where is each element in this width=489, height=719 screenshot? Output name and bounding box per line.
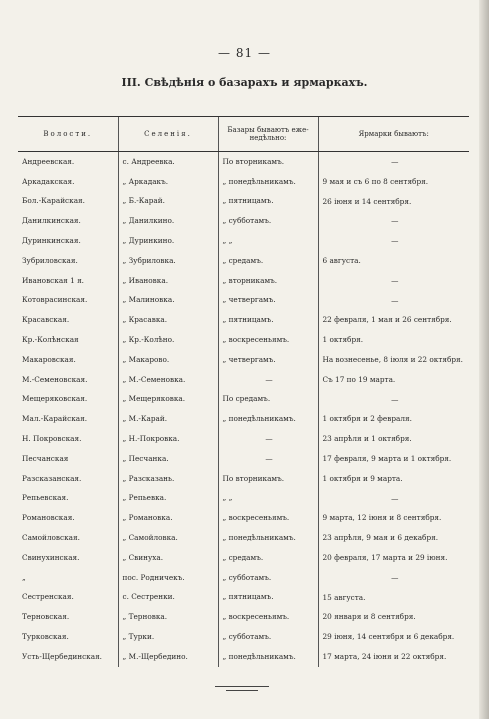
page-number: — 81 — — [218, 46, 271, 60]
volost-cell: Мещеряковская. — [22, 394, 88, 404]
village-cell: с. Сестренки. — [118, 588, 218, 608]
fair-cell: 17 февраля, 9 марта и 1 октября. — [318, 449, 469, 469]
header-bazaars: Базары бываютъ еже-недѣльно: — [218, 117, 318, 152]
volost-cell: Терновская. — [22, 612, 70, 622]
table-row — [18, 291, 469, 311]
village-cell: „ Зубриловка. — [118, 251, 218, 271]
fair-cell: 22 февраля, 1 мая и 26 сентября. — [318, 310, 469, 330]
fair-cell: — — [318, 152, 469, 172]
fair-cell: 1 октября и 9 марта. — [318, 469, 469, 489]
volost-cell: Песчанская — [22, 453, 69, 463]
bazaar-cell: „ четвергамъ. — [218, 291, 318, 311]
volost-cell: Бол.-Карайская. — [22, 196, 85, 206]
bazaar-cell: По вторникамъ. — [218, 469, 318, 489]
volost-cell: Кр.-Колѣнская — [22, 335, 79, 345]
volost-cell: Зубриловская. — [22, 255, 78, 265]
table-row — [18, 508, 469, 528]
table-row — [18, 409, 469, 429]
bazaar-cell: „ четвергамъ. — [218, 350, 318, 370]
bazaar-cell: „ понедѣльникамъ. — [218, 528, 318, 548]
village-cell: пос. Родничекъ. — [118, 568, 218, 588]
bazaar-cell: „ воскресеньямъ. — [218, 508, 318, 528]
table-row — [18, 449, 469, 469]
table-row — [18, 627, 469, 647]
bazaar-cell: „ средамъ. — [218, 548, 318, 568]
village-cell: „ Кр.-Колѣно. — [118, 330, 218, 350]
volost-cell: Турковская. — [22, 632, 69, 642]
bazaar-cell: „ субботамъ. — [218, 627, 318, 647]
fair-cell: 1 октября. — [318, 330, 469, 350]
table-row — [18, 548, 469, 568]
volost-cell: Ивановская 1 я. — [22, 275, 84, 285]
volost-cell: Дуринкинская. — [22, 236, 81, 246]
volost-cell: Самойловская. — [22, 533, 80, 543]
book-spine-shadow — [479, 0, 489, 719]
table-row — [18, 251, 469, 271]
table-row — [18, 370, 469, 390]
bazaar-cell: „ воскресеньямъ. — [218, 607, 318, 627]
volost-cell: Аркадакская. — [22, 176, 75, 186]
fair-cell: 29 іюня, 14 сентября и 6 декабря. — [318, 627, 469, 647]
fair-cell: — — [318, 211, 469, 231]
bazaar-cell: По средамъ. — [218, 390, 318, 410]
village-cell: „ Данилкино. — [118, 211, 218, 231]
bazaar-cell: „ „ — [218, 489, 318, 509]
fair-cell: На вознесенье, 8 іюля и 22 октября. — [318, 350, 469, 370]
fair-cell: 23 апрѣля и 1 октября. — [318, 429, 469, 449]
village-cell: „ Турки. — [118, 627, 218, 647]
village-cell: „ Красавка. — [118, 310, 218, 330]
table-row — [18, 271, 469, 291]
village-cell: „ Малиновка. — [118, 291, 218, 311]
table-row — [18, 152, 469, 172]
table-row — [18, 330, 469, 350]
bazaar-cell: — — [218, 429, 318, 449]
fair-cell: 20 января и 8 сентября. — [318, 607, 469, 627]
village-cell: „ Аркадакъ. — [118, 172, 218, 192]
village-cell: „ Репьевка. — [118, 489, 218, 509]
bazaar-cell: По вторникамъ. — [218, 152, 318, 172]
village-cell: „ М.-Щербедино. — [118, 647, 218, 667]
volost-cell: Н. Покровская. — [22, 434, 82, 444]
village-cell: „ Мещеряковка. — [118, 390, 218, 410]
fair-cell: 15 августа. — [318, 588, 469, 608]
village-cell: „ Романовка. — [118, 508, 218, 528]
fair-cell: 1 октября и 2 февраля. — [318, 409, 469, 429]
section-title: III. Свѣдѣнія о базарахъ и ярмаркахъ. — [121, 76, 368, 89]
village-cell: „ Н.-Покровка. — [118, 429, 218, 449]
fair-cell: 26 іюня и 14 сентября. — [318, 192, 469, 212]
volost-cell: Котоврасинская. — [22, 295, 88, 305]
volost-cell: Андреевская. — [22, 156, 75, 166]
bazaar-cell: „ пятницамъ. — [218, 310, 318, 330]
village-cell: „ Самойловка. — [118, 528, 218, 548]
village-cell: „ Макарово. — [118, 350, 218, 370]
fair-cell: Съ 17 по 19 марта. — [318, 370, 469, 390]
volost-cell: Усть-Щербединская. — [22, 651, 103, 661]
bazaar-cell: — — [218, 449, 318, 469]
table-row — [18, 528, 469, 548]
volost-cell: Мал.-Карайская. — [22, 414, 88, 424]
village-cell: „ Разсказань. — [118, 469, 218, 489]
volost-cell: Сестренская. — [22, 592, 74, 602]
village-cell: „ М.-Семеновка. — [118, 370, 218, 390]
volost-cell: Свинухинская. — [22, 552, 80, 562]
table-row — [18, 568, 469, 588]
fair-cell: 23 апрѣля, 9 мая и 6 декабря. — [318, 528, 469, 548]
table-header-row — [18, 117, 469, 152]
table-row — [18, 310, 469, 330]
bazaar-cell: „ субботамъ. — [218, 568, 318, 588]
fair-cell: 20 февраля, 17 марта и 29 іюня. — [318, 548, 469, 568]
fair-cell: 9 марта, 12 іюня и 8 сентября. — [318, 508, 469, 528]
village-cell: „ М.-Карай. — [118, 409, 218, 429]
table-row — [18, 172, 469, 192]
bazaar-cell: „ субботамъ. — [218, 211, 318, 231]
volost-cell: Романовская. — [22, 513, 75, 523]
volost-cell: Данилкинская. — [22, 216, 81, 226]
bazaar-cell: „ „ — [218, 231, 318, 251]
fair-cell: — — [318, 568, 469, 588]
table-row — [18, 588, 469, 608]
bazaar-cell: „ понедѣльникамъ. — [218, 409, 318, 429]
village-cell: с. Андреевка. — [118, 152, 218, 172]
village-cell: „ Дуринкино. — [118, 231, 218, 251]
fair-cell: — — [318, 271, 469, 291]
bazaar-cell: „ понедѣльникамъ. — [218, 172, 318, 192]
village-cell: „ Песчанка. — [118, 449, 218, 469]
table-row — [18, 607, 469, 627]
table-row — [18, 192, 469, 212]
village-cell: „ Б.-Карай. — [118, 192, 218, 212]
volost-cell: Макаровская. — [22, 354, 76, 364]
volost-cell: Репьевская. — [22, 493, 69, 503]
village-cell: „ Терновка. — [118, 607, 218, 627]
table-row — [18, 231, 469, 251]
bazaar-cell: „ средамъ. — [218, 251, 318, 271]
table-row — [18, 350, 469, 370]
bottom-rule — [215, 686, 269, 687]
header-volosti: Волости. — [18, 117, 118, 152]
table-row — [18, 390, 469, 410]
table-row — [18, 489, 469, 509]
bazaars-fairs-table — [18, 116, 469, 667]
table-row — [18, 469, 469, 489]
table-row — [18, 647, 469, 667]
table-row — [18, 211, 469, 231]
fair-cell: 17 марта, 24 іюня и 22 октября. — [318, 647, 469, 667]
bazaar-cell: „ пятницамъ. — [218, 192, 318, 212]
volost-cell: М.-Семеновская. — [22, 374, 88, 384]
fair-cell: 6 августа. — [318, 251, 469, 271]
volost-cell: Разсказанская. — [22, 473, 82, 483]
fair-cell: — — [318, 390, 469, 410]
fair-cell: 9 мая и съ 6 по 8 сентября. — [318, 172, 469, 192]
bazaar-cell: „ воскресеньямъ. — [218, 330, 318, 350]
bottom-rule-short — [226, 690, 258, 691]
header-fairs: Ярмарки бываютъ: — [318, 117, 469, 152]
village-cell: „ Ивановка. — [118, 271, 218, 291]
header-seleniya: Селенія. — [118, 117, 218, 152]
bazaar-cell: „ пятницамъ. — [218, 588, 318, 608]
fair-cell: — — [318, 231, 469, 251]
bazaar-cell: „ понедѣльникамъ. — [218, 647, 318, 667]
bazaar-cell: „ вторникамъ. — [218, 271, 318, 291]
volost-cell: „ — [22, 572, 26, 582]
fair-cell: — — [318, 489, 469, 509]
village-cell: „ Свинуха. — [118, 548, 218, 568]
bazaar-cell: — — [218, 370, 318, 390]
volost-cell: Красавская. — [22, 315, 70, 325]
table-row — [18, 429, 469, 449]
fair-cell: — — [318, 291, 469, 311]
